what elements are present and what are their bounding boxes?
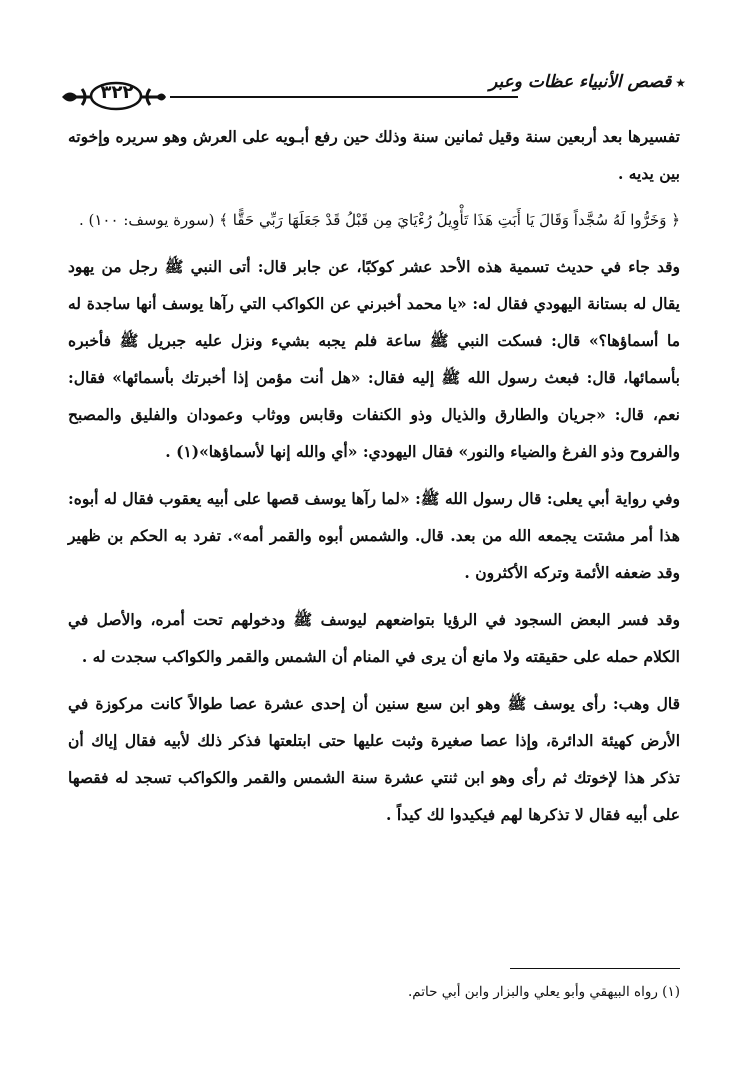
running-title-text: قصص الأنبياء عظات وعبر [489,72,672,92]
paragraph-1: تفسيرها بعد أربعين سنة وقيل ثمانين سنة وذلك حين رفع أبـويه على العرش وهو سريره وإخوته بين يديه . [68,127,680,183]
running-title [489,72,686,92]
footnote-rule [510,968,680,969]
paragraph-2: وقد جاء في حديث تسمية هذه الأحد عشر كوكبًا، عن جابر قال: أتى النبي ﷺ رجل من يهود يقال له بستانة اليهودي فقال له: «يا محمد أخبرني عن الكواكب التي رآها يوسف أنها ساجدة له ما أسماؤها؟» قال: فسكت النبي ﷺ ساعة فلم يجبه بشيء ونزل عليه جبريل ﷺ فأخبره بأسمائها، قال: فبعث رسول الله ﷺ إليه فقال: «هل أنت مؤمن إذا أخبرتك بأسمائها» فقال: نعم، قال: «جريان والطارق والذيال وذو الكنفات وقابس ووثاب وعمودان والفليق والمصبح والفروح وذو الفرغ والضياء والنور» فقال اليهودي: «أي والله إنها لأسماؤها»(١) . [68,257,680,461]
paragraph-5: قال وهب: رأى يوسف ﷺ وهو ابن سبع سنين أن إحدى عشرة عصا طوالاً كانت مركوزة في الأرض كهيئة الدائرة، وإذا عصا صغيرة وثبت عليها حتى ابتلعتها فذكر ذلك لأبيه فقال إياك أن تذكر هذا لإخوتك ثم رأى وهو ابن ثنتي عشرة سنة الشمس والقمر والكواكب تسجد له فقصها على أبيه فقال لا تذكرها لهم فيكيدوا لك كيداً . [68,694,680,824]
page-header [60,66,688,110]
main-text [68,118,680,833]
paragraph-3: وفي رواية أبي يعلى: قال رسول الله ﷺ: «لما رآها يوسف قصها على أبيه يعقوب فقال له أبوه: هذا أمر مشتت يجمعه الله من بعد. قال. والشمس أبوه والقمر أمه». تفرد به الحكم بن ظهير وقد ضعفه الأئمة وتركه الأكثرون . [68,489,680,582]
page-number-badge [60,78,168,112]
quran-verse: ﴿ وَخَرُّوا لَهُ سُجَّداً وَقَالَ يَا أَبَتِ هَذَا تَأْوِيلُ رُءْيَايَ مِن قَبْلُ قَدْ جَعَلَهَا رَبِّي حَقًّا ﴾ (سورة يوسف: ١٠٠) . [78,211,680,229]
header-rule [170,96,518,98]
page-number: ٣٢٢ [100,82,134,103]
footnote: (١) رواه البيهقي وأبو يعلي والبزار وابن أبي حاتم. [407,984,680,1000]
paragraph-4: وقد فسر البعض السجود في الرؤيا بتواضعهم ليوسف ﷺ ودخولهم تحت أمره، والأصل في الكلام حمله على حقيقته ولا مانع أن يرى في المنام أن الشمس والقمر والكواكب سجدت له . [68,610,680,666]
star-icon: ★ [675,76,686,90]
